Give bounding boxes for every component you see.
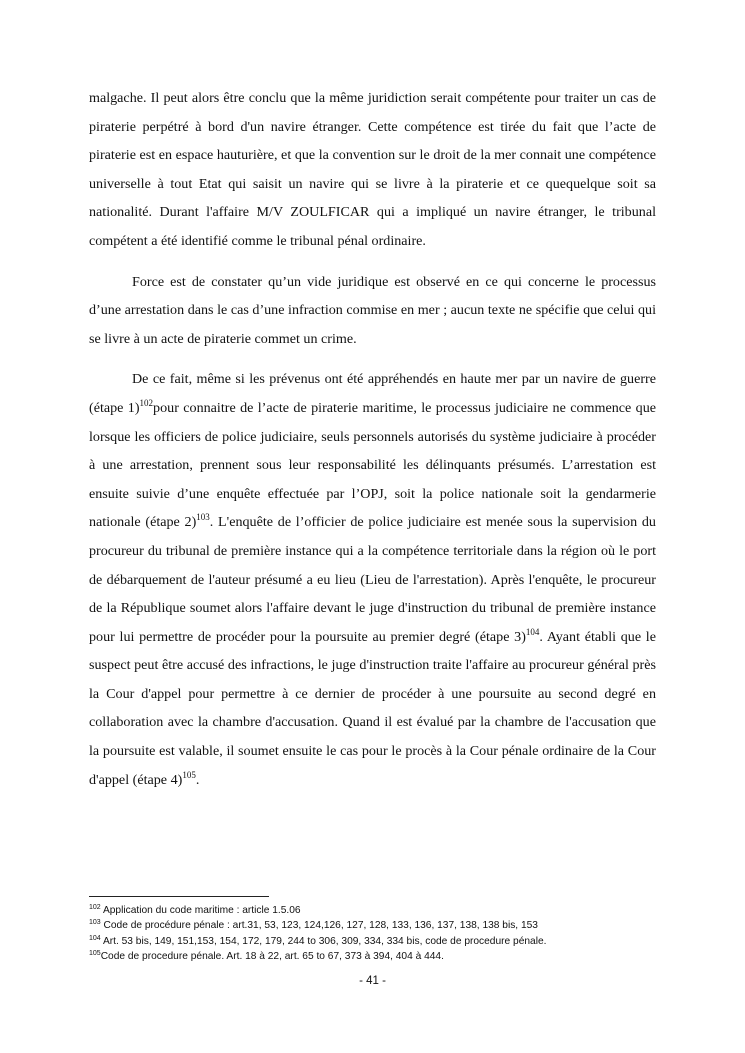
paragraph-text: . Ayant établi que le suspect peut être accusé des infractions, le juge d'instruction traite l'affaire au procureur général près la Cour d'appel pour permettre à ce dernier de procéder à une poursuite au second degré en collaboration avec la chambre d'accusation. Quand il est évalué par la chambre de l'accusation que la poursuite est valable, il soumet ensuite le cas pour le procès à la Cour pénale ordinaire de la Cour d'appel (étape 4) [89,628,656,788]
footnote-number: 105 [89,950,101,958]
paragraph-text: malgache. Il peut alors être conclu que la même juridiction serait compétente pour traiter un cas de piraterie perpétré à bord d'un navire étranger. Cette compétence est tirée du fait que l’acte de piraterie est en espace hauturière, et que la convention sur le droit de la mer connait une compétence universelle à tout Etat qui saisit un navire qui se livre à la piraterie et ce quequelque soit sa nationalité. Durant l'affaire M/V ZOULFICAR qui a impliqué un navire étranger, le tribunal compétent a été identifié comme le tribunal pénal ordinaire. [89,90,656,249]
footnote-text: Art. 53 bis, 149, 151,153, 154, 172, 179, 244 to 306, 309, 334, 334 bis, code de procedure pénale. [100,935,547,947]
footnote-ref-102[interactable]: 102 [139,397,154,408]
footnote-text: Code de procedure pénale. Art. 18 à 22, art. 65 to 67, 373 à 394, 404 à 444. [100,951,444,963]
page-number: - 41 - [359,975,386,987]
footnote-102 [89,903,669,918]
footnote-text: Code de procédure pénale : art.31, 53, 123, 124,126, 127, 128, 133, 136, 137, 138, 138 bis, 153 [100,920,538,932]
footnote-separator [89,896,269,897]
footnote-text: Application du code maritime : article 1.5.06 [100,905,301,916]
paragraph-text: . [195,771,200,788]
paragraph-text: Force est de constater qu’un vide juridique est observé en ce qui concerne le processus d’une arrestation dans le cas d’une infraction commise en mer ; aucun texte ne spécifie que celui qui se livre à un acte de piraterie commet un crime. [89,273,656,347]
footnote-number: 104 [89,934,101,942]
paragraph-3 [89,365,656,794]
footnote-ref-103[interactable]: 103 [196,512,210,523]
footnote-ref-104[interactable]: 104 [525,626,540,637]
footnote-ref-105[interactable]: 105 [182,769,196,780]
paragraph-2 [89,268,656,354]
footnotes [89,903,669,965]
body-text [89,84,656,806]
footnote-105 [89,949,669,964]
paragraph-text: De ce fait, même si les prévenus ont été appréhendés en haute mer par un navire de guerre (étape 1) [89,371,656,416]
footnote-103 [89,918,669,933]
footnote-number: 102 [89,904,101,911]
footnote-104 [89,934,669,949]
paragraph-text: . L'enquête de l’officier de police judiciaire est menée sous la supervision du procureur du tribunal de première instance qui a la compétence territoriale dans la région où le port de débarquement de l'auteur présumé a eu lieu (Lieu de l'arrestation). Après l'enquête, le procureur de la République soumet alors l'affaire devant le juge d'instruction du tribunal de première instance pour lui permettre de procéder pour la poursuite au premier degré (étape 3) [89,514,656,645]
footnote-number: 103 [89,919,101,927]
paragraph-text: pour connaitre de l’acte de piraterie maritime, le processus judiciaire ne commence que lorsque les officiers de police judiciaire, seuls personnels autorisés du système judiciaire à procéder à une arrestation, prennent sous leur responsabilité les délinquants présumés. L’arrestation est ensuite suivie d’une enquête effectuée par l’OPJ, soit la police nationale soit la gendarmerie nationale (étape 2) [89,399,656,531]
paragraph-1 [89,84,656,256]
